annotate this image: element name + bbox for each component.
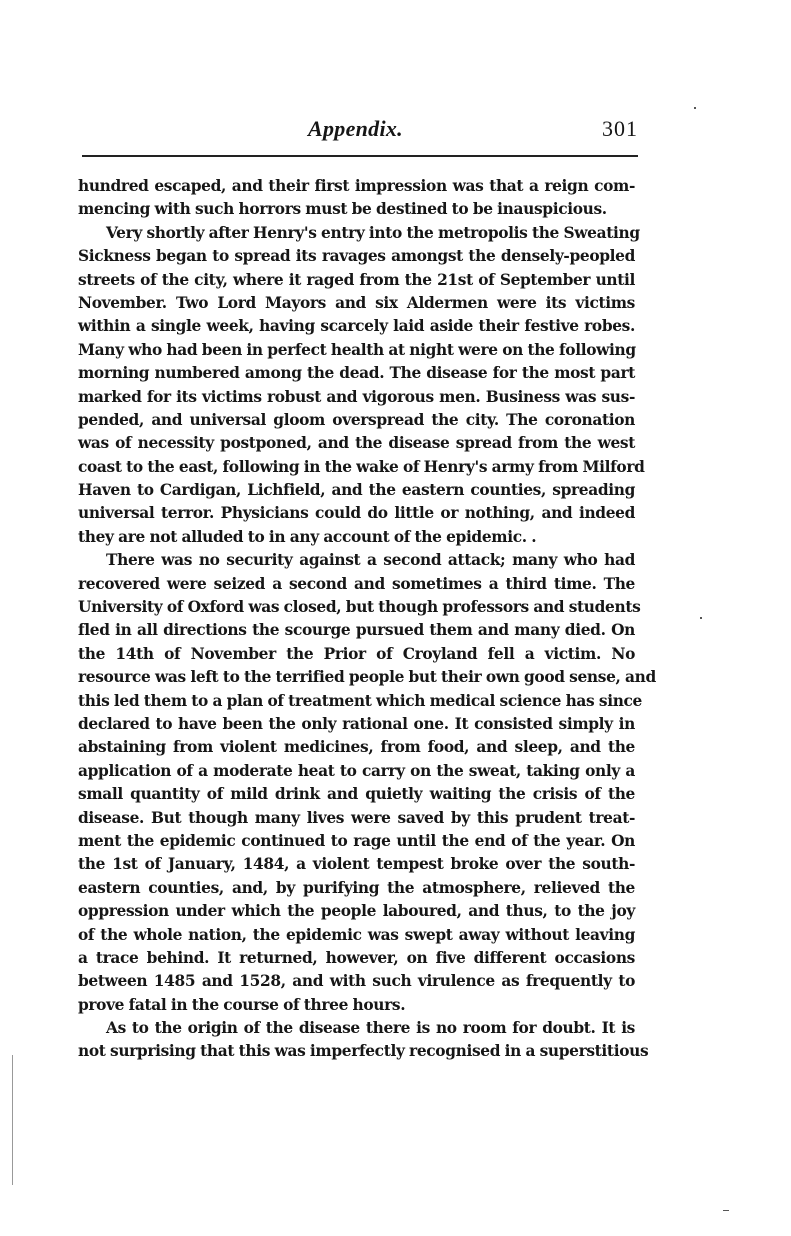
- text-line: this led them to a plan of treatment which medical science has since: [78, 691, 642, 710]
- paragraph-first-line: As to the origin of the disease there is no room for doubt. It is: [106, 1019, 635, 1038]
- text-line: coast to the east, following in the wake of Henry's army from Milford: [78, 457, 645, 476]
- text-line: of the whole nation, the epidemic was swept away without leaving: [78, 925, 635, 944]
- text-line: November. Two Lord Mayors and six Aldermen were its victims: [78, 293, 635, 312]
- text-line: application of a moderate heat to carry on the sweat, taking only a: [78, 761, 635, 780]
- text-line: recovered were seized a second and sometimes a third time. The: [78, 574, 635, 593]
- text-line: ment the epidemic continued to rage until the end of the year. On: [78, 831, 635, 850]
- text-line: Sickness began to spread its ravages amongst the densely-peopled: [78, 247, 635, 266]
- text-line: prove fatal in the course of three hours.: [78, 995, 406, 1014]
- page-header: [80, 110, 638, 150]
- text-line: mencing with such horrors must be destined to be inauspicious.: [78, 200, 607, 219]
- text-line: Haven to Cardigan, Lichfield, and the eastern counties, spreading: [78, 481, 635, 500]
- text-line: pended, and universal gloom overspread the city. The coronation: [78, 410, 635, 429]
- text-line: small quantity of mild drink and quietly waiting the crisis of the: [78, 785, 635, 804]
- paragraph-first-line: Very shortly after Henry's entry into the metropolis the Sweating: [106, 223, 640, 242]
- margin-tick-mark: [694, 107, 696, 109]
- text-line: abstaining from violent medicines, from food, and sleep, and the: [78, 738, 635, 757]
- text-line: Many who had been in perfect health at night were on the following: [78, 340, 636, 359]
- margin-tick-mark: [723, 1210, 729, 1211]
- header-rule: [82, 155, 638, 157]
- page-number: 301: [602, 116, 638, 141]
- text-line: hundred escaped, and their first impression was that a reign com-: [78, 177, 635, 195]
- text-line: the 14th of November the Prior of Croyland fell a victim. No: [78, 644, 635, 663]
- text-line: eastern counties, and, by purifying the atmosphere, relieved the: [78, 878, 635, 897]
- margin-tick-mark: [700, 617, 702, 619]
- text-line: was of necessity postponed, and the disease spread from the west: [78, 434, 635, 453]
- text-line: the 1st of January, 1484, a violent tempest broke over the south-: [78, 855, 635, 874]
- text-line: marked for its victims robust and vigorous men. Business was sus-: [78, 387, 635, 406]
- text-line: not surprising that this was imperfectly recognised in a superstitious: [78, 1042, 649, 1061]
- text-line: within a single week, having scarcely laid aside their festive robes.: [78, 317, 635, 336]
- text-line: resource was left to the terrified people but their own good sense, and: [78, 668, 656, 687]
- binding-edge-line: [12, 1055, 13, 1185]
- paragraph-first-line: There was no security against a second attack; many who had: [106, 551, 635, 570]
- text-line: between 1485 and 1528, and with such virulence as frequently to: [78, 972, 635, 991]
- text-line: University of Oxford was closed, but though professors and students: [78, 598, 641, 617]
- running-head: Appendix.: [308, 116, 403, 141]
- text-line: morning numbered among the dead. The disease for the most part: [78, 364, 635, 383]
- text-line: disease. But though many lives were saved by this prudent treat-: [78, 808, 635, 827]
- body-text: [78, 175, 656, 1064]
- text-line: they are not alluded to in any account of the epidemic. .: [78, 527, 537, 546]
- text-line: a trace behind. It returned, however, on five different occasions: [78, 948, 635, 967]
- text-line: oppression under which the people laboured, and thus, to the joy: [78, 902, 635, 921]
- text-line: streets of the city, where it raged from the 21st of September until: [78, 270, 635, 289]
- text-line: universal terror. Physicians could do little or nothing, and indeed: [78, 504, 635, 523]
- text-line: fled in all directions the scourge pursued them and many died. On: [78, 621, 635, 640]
- text-line: declared to have been the only rational one. It consisted simply in: [78, 714, 635, 733]
